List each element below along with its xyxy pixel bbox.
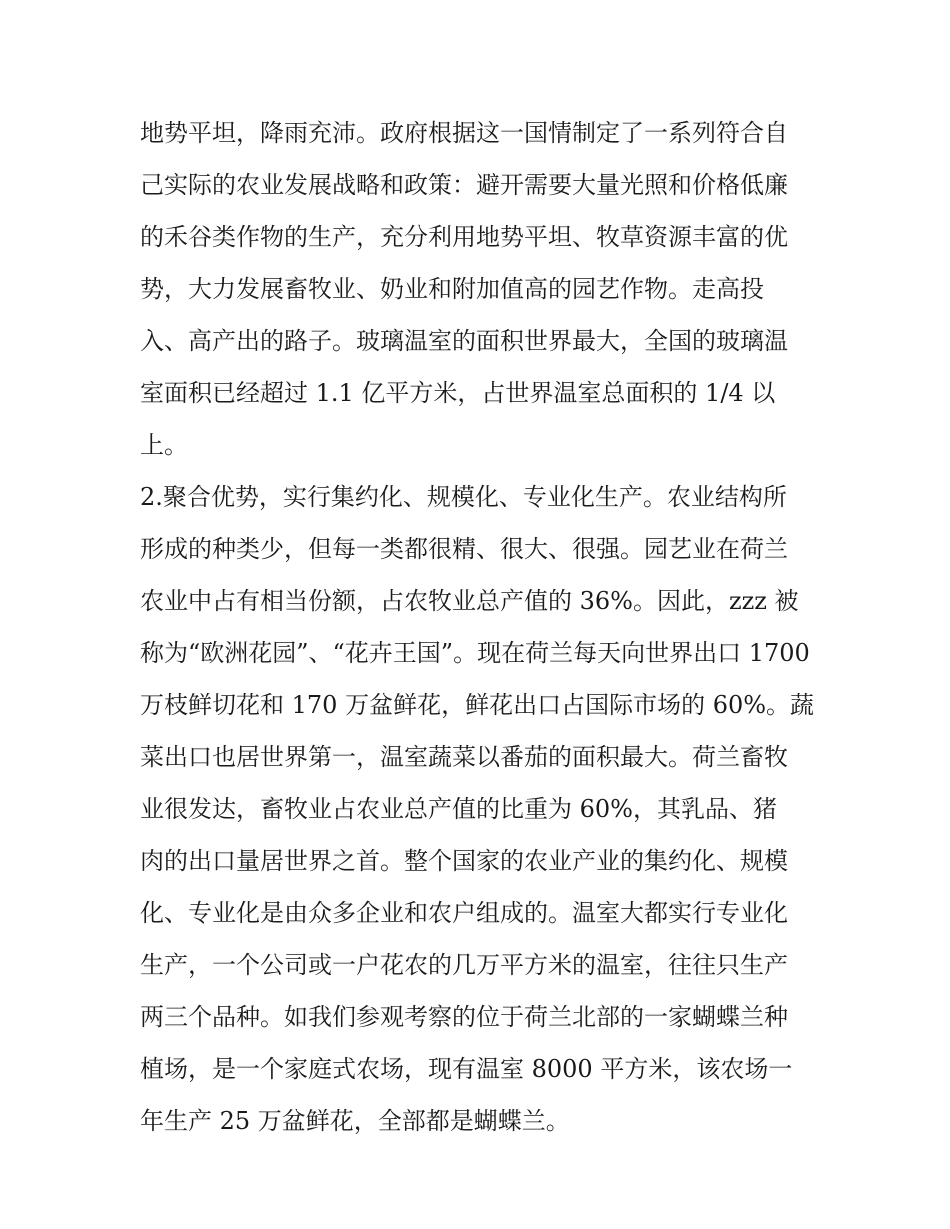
- text-line: 年生产 25 万盆鲜花，全部都是蝴蝶兰。: [140, 1107, 570, 1135]
- text-line: 植场，是一个家庭式农场，现有温室 8000 平方米，该农场一: [140, 1055, 793, 1083]
- paragraph-1: [140, 107, 820, 471]
- text-line: 业很发达，畜牧业占农业总产值的比重为 60%，其乳品、猪: [140, 795, 777, 823]
- text-line: 两三个品种。如我们参观考察的位于荷兰北部的一家蝴蝶兰种: [140, 1003, 788, 1031]
- text-line: 形成的种类少，但每一类都很精、很大、很强。园艺业在荷兰: [140, 535, 788, 563]
- text-line: 地势平坦，降雨充沛。政府根据这一国情制定了一系列符合自: [140, 119, 788, 147]
- text-line: 2.聚合优势，实行集约化、规模化、专业化生产。农业结构所: [140, 483, 787, 511]
- text-line: 己实际的农业发展战略和政策：避开需要大量光照和价格低廉: [140, 171, 788, 199]
- text-line: 上。: [140, 431, 188, 459]
- text-line: 入、高产出的路子。玻璃温室的面积世界最大，全国的玻璃温: [140, 327, 788, 355]
- text-line: 肉的出口量居世界之首。整个国家的农业产业的集约化、规模: [140, 847, 788, 875]
- text-line: 生产，一个公司或一户花农的几万平方米的温室，往往只生产: [140, 951, 788, 979]
- text-line: 万枝鲜切花和 170 万盆鲜花，鲜花出口占国际市场的 60%。蔬: [140, 691, 815, 719]
- text-line: 农业中占有相当份额，占农牧业总产值的 36%。因此，zzz 被: [140, 587, 799, 615]
- text-line: 势，大力发展畜牧业、奶业和附加值高的园艺作物。走高投: [140, 275, 764, 303]
- text-line: 化、专业化是由众多企业和农户组成的。温室大都实行专业化: [140, 899, 788, 927]
- text-line: 的禾谷类作物的生产，充分利用地势平坦、牧草资源丰富的优: [140, 223, 788, 251]
- text-line: 室面积已经超过 1.1 亿平方米，占世界温室总面积的 1/4 以: [140, 379, 776, 407]
- text-line: 称为“欧洲花园”、“花卉王国”。现在荷兰每天向世界出口 1700: [140, 639, 810, 667]
- text-line: 菜出口也居世界第一，温室蔬菜以番茄的面积最大。荷兰畜牧: [140, 743, 788, 771]
- paragraph-2: [140, 471, 820, 1147]
